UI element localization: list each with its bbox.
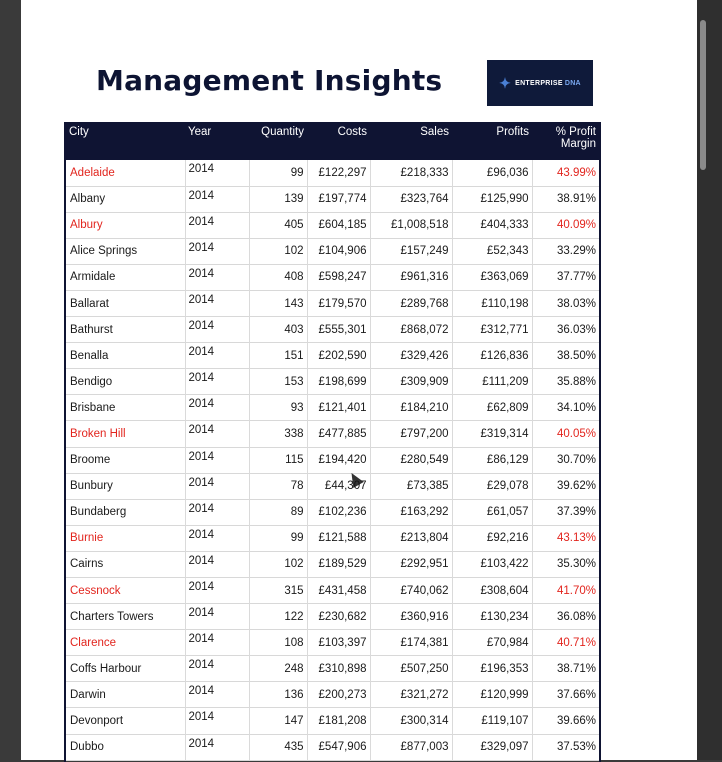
cell-quantity: 139 — [249, 186, 307, 212]
logo-label: ENTERPRISE — [515, 79, 563, 87]
cell-margin: 36.03% — [556, 323, 596, 336]
table-row[interactable] — [66, 186, 599, 212]
cell-city: Brisbane — [66, 395, 185, 421]
cell-year: 2014 — [185, 186, 249, 212]
cell-costs: £44,307 — [307, 473, 370, 499]
table-row[interactable] — [66, 369, 599, 395]
cell-year: 2014 — [185, 343, 249, 369]
cell-costs: £604,185 — [307, 212, 370, 238]
cell-margin: 43.13% — [556, 532, 596, 545]
insights-table — [66, 122, 599, 761]
cell-margin: 30.70% — [556, 454, 596, 467]
table-row[interactable] — [66, 682, 599, 708]
cell-profits: £319,314 — [452, 421, 532, 447]
cell-costs: £122,297 — [307, 160, 370, 186]
cell-quantity: 93 — [249, 395, 307, 421]
cell-profits: £312,771 — [452, 317, 532, 343]
cell-year: 2014 — [185, 656, 249, 682]
table-row[interactable] — [66, 212, 599, 238]
cell-profits: £126,836 — [452, 343, 532, 369]
cell-quantity: 99 — [249, 525, 307, 551]
cell-quantity: 78 — [249, 473, 307, 499]
cell-margin: 40.05% — [556, 427, 596, 440]
logo-accent: DNA — [564, 79, 581, 87]
table-row[interactable] — [66, 578, 599, 604]
cell-city: Broken Hill — [66, 421, 185, 447]
table-row[interactable] — [66, 343, 599, 369]
cell-costs: £477,885 — [307, 421, 370, 447]
cell-quantity: 405 — [249, 212, 307, 238]
cell-margin: 38.03% — [556, 297, 596, 310]
cell-profits: £103,422 — [452, 551, 532, 577]
cell-year: 2014 — [185, 395, 249, 421]
cell-margin: 39.62% — [556, 480, 596, 493]
cell-costs: £197,774 — [307, 186, 370, 212]
cell-year: 2014 — [185, 212, 249, 238]
cell-city: Broome — [66, 447, 185, 473]
cell-city: Dubbo — [66, 734, 185, 760]
cell-sales: £961,316 — [370, 264, 452, 290]
cell-costs: £598,247 — [307, 264, 370, 290]
cell-city: Armidale — [66, 264, 185, 290]
table-row[interactable] — [66, 630, 599, 656]
cell-profits: £308,604 — [452, 578, 532, 604]
cell-profits: £110,198 — [452, 290, 532, 316]
cell-quantity: 136 — [249, 682, 307, 708]
table-row[interactable] — [66, 656, 599, 682]
cell-sales: £280,549 — [370, 447, 452, 473]
cell-margin: 37.66% — [556, 688, 596, 701]
cell-quantity: 315 — [249, 578, 307, 604]
cell-quantity: 435 — [249, 734, 307, 760]
column-header-profits[interactable]: Profits — [496, 126, 529, 138]
cell-sales: £163,292 — [370, 499, 452, 525]
cell-costs: £547,906 — [307, 734, 370, 760]
cell-profits: £404,333 — [452, 212, 532, 238]
cell-year: 2014 — [185, 499, 249, 525]
cell-sales: £797,200 — [370, 421, 452, 447]
cell-sales: £868,072 — [370, 317, 452, 343]
cell-sales: £329,426 — [370, 343, 452, 369]
cell-profits: £111,209 — [452, 369, 532, 395]
cell-sales: £213,804 — [370, 525, 452, 551]
table-row[interactable] — [66, 447, 599, 473]
table-header-row — [66, 122, 599, 160]
cell-city: Bunbury — [66, 473, 185, 499]
cell-sales: £323,764 — [370, 186, 452, 212]
cell-profits: £125,990 — [452, 186, 532, 212]
cell-year: 2014 — [185, 160, 249, 186]
cell-margin: 41.70% — [556, 584, 596, 597]
report-title: Management Insights — [96, 64, 443, 97]
cell-year: 2014 — [185, 447, 249, 473]
cell-costs: £200,273 — [307, 682, 370, 708]
cell-city: Bundaberg — [66, 499, 185, 525]
cell-city: Albany — [66, 186, 185, 212]
enterprise-dna-logo — [487, 60, 593, 106]
cell-city: Adelaide — [66, 160, 185, 186]
cell-sales: £292,951 — [370, 551, 452, 577]
cell-profits: £92,216 — [452, 525, 532, 551]
cell-city: Bendigo — [66, 369, 185, 395]
table-row[interactable] — [66, 421, 599, 447]
cell-city: Alice Springs — [66, 238, 185, 264]
cell-margin: 33.29% — [556, 245, 596, 258]
column-header-sales[interactable]: Sales — [420, 126, 449, 138]
cell-profits: £329,097 — [452, 734, 532, 760]
cell-sales: £740,062 — [370, 578, 452, 604]
cell-sales: £300,314 — [370, 708, 452, 734]
cell-costs: £230,682 — [307, 604, 370, 630]
cell-city: Cairns — [66, 551, 185, 577]
cell-sales: £73,385 — [370, 473, 452, 499]
table-row[interactable] — [66, 290, 599, 316]
cell-city: Darwin — [66, 682, 185, 708]
cell-margin: 35.30% — [556, 558, 596, 571]
cell-quantity: 403 — [249, 317, 307, 343]
dna-icon: ✦ — [499, 74, 512, 91]
cell-quantity: 102 — [249, 551, 307, 577]
cell-year: 2014 — [185, 578, 249, 604]
column-header-quantity[interactable]: Quantity — [261, 126, 304, 138]
table-row[interactable] — [66, 395, 599, 421]
cell-quantity: 102 — [249, 238, 307, 264]
cell-sales: £218,333 — [370, 160, 452, 186]
cell-costs: £431,458 — [307, 578, 370, 604]
cell-costs: £202,590 — [307, 343, 370, 369]
scrollbar-thumb[interactable] — [700, 20, 706, 170]
cell-sales: £360,916 — [370, 604, 452, 630]
cell-margin: 38.71% — [556, 662, 596, 675]
table-row[interactable] — [66, 551, 599, 577]
cell-year: 2014 — [185, 604, 249, 630]
table-row[interactable] — [66, 160, 599, 186]
cell-year: 2014 — [185, 473, 249, 499]
cell-margin: 43.99% — [556, 166, 596, 179]
cell-quantity: 143 — [249, 290, 307, 316]
cell-sales: £877,003 — [370, 734, 452, 760]
cell-costs: £104,906 — [307, 238, 370, 264]
cell-year: 2014 — [185, 421, 249, 447]
cell-quantity: 153 — [249, 369, 307, 395]
table-row[interactable] — [66, 264, 599, 290]
cell-year: 2014 — [185, 682, 249, 708]
cell-margin: 39.66% — [556, 715, 596, 728]
cell-costs: £103,397 — [307, 630, 370, 656]
cell-year: 2014 — [185, 238, 249, 264]
cell-sales: £289,768 — [370, 290, 452, 316]
table-row[interactable] — [66, 473, 599, 499]
cell-quantity: 248 — [249, 656, 307, 682]
cell-quantity: 99 — [249, 160, 307, 186]
cell-profits: £61,057 — [452, 499, 532, 525]
cell-sales: £309,909 — [370, 369, 452, 395]
table-row[interactable] — [66, 317, 599, 343]
cell-city: Ballarat — [66, 290, 185, 316]
cell-margin: 37.39% — [556, 506, 596, 519]
cell-quantity: 122 — [249, 604, 307, 630]
cell-sales: £507,250 — [370, 656, 452, 682]
cell-profits: £130,234 — [452, 604, 532, 630]
cell-year: 2014 — [185, 734, 249, 760]
cell-city: Clarence — [66, 630, 185, 656]
cell-year: 2014 — [185, 708, 249, 734]
cell-profits: £29,078 — [452, 473, 532, 499]
table-row[interactable] — [66, 525, 599, 551]
cell-quantity: 338 — [249, 421, 307, 447]
cell-profits: £119,107 — [452, 708, 532, 734]
cell-margin: 36.08% — [556, 610, 596, 623]
cell-city: Bathurst — [66, 317, 185, 343]
table-row[interactable] — [66, 499, 599, 525]
cell-costs: £198,699 — [307, 369, 370, 395]
cell-city: Charters Towers — [66, 604, 185, 630]
cell-city: Cessnock — [66, 578, 185, 604]
table-body — [66, 160, 599, 760]
cell-profits: £52,343 — [452, 238, 532, 264]
cell-year: 2014 — [185, 290, 249, 316]
table-row[interactable] — [66, 604, 599, 630]
cell-sales: £157,249 — [370, 238, 452, 264]
cell-costs: £121,401 — [307, 395, 370, 421]
table-row[interactable] — [66, 708, 599, 734]
cell-costs: £555,301 — [307, 317, 370, 343]
cell-profits: £196,353 — [452, 656, 532, 682]
cell-costs: £189,529 — [307, 551, 370, 577]
cell-city: Albury — [66, 212, 185, 238]
cell-costs: £310,898 — [307, 656, 370, 682]
cell-year: 2014 — [185, 369, 249, 395]
cell-year: 2014 — [185, 525, 249, 551]
cell-quantity: 115 — [249, 447, 307, 473]
cell-city: Coffs Harbour — [66, 656, 185, 682]
cell-margin: 40.09% — [556, 219, 596, 232]
cell-sales: £184,210 — [370, 395, 452, 421]
cell-costs: £181,208 — [307, 708, 370, 734]
cell-margin: 37.77% — [556, 271, 596, 284]
cell-costs: £179,570 — [307, 290, 370, 316]
cell-profits: £70,984 — [452, 630, 532, 656]
cell-profits: £62,809 — [452, 395, 532, 421]
cell-sales: £174,381 — [370, 630, 452, 656]
cell-profits: £363,069 — [452, 264, 532, 290]
cell-sales: £321,272 — [370, 682, 452, 708]
cell-costs: £194,420 — [307, 447, 370, 473]
cell-year: 2014 — [185, 317, 249, 343]
cell-profits: £96,036 — [452, 160, 532, 186]
cell-margin: 38.91% — [556, 193, 596, 206]
column-header-costs[interactable]: Costs — [337, 126, 367, 138]
cell-margin: 35.88% — [556, 375, 596, 388]
cell-quantity: 89 — [249, 499, 307, 525]
cell-margin: 34.10% — [556, 401, 596, 414]
cell-profits: £120,999 — [452, 682, 532, 708]
cell-quantity: 408 — [249, 264, 307, 290]
cell-profits: £86,129 — [452, 447, 532, 473]
table-row[interactable] — [66, 238, 599, 264]
cell-margin: 40.71% — [556, 636, 596, 649]
cell-sales: £1,008,518 — [370, 212, 452, 238]
cell-margin: 38.50% — [556, 349, 596, 362]
column-header-profit-margin[interactable]: % Profit Margin — [555, 126, 596, 150]
cell-year: 2014 — [185, 551, 249, 577]
cell-city: Burnie — [66, 525, 185, 551]
cell-costs: £121,588 — [307, 525, 370, 551]
column-header-year[interactable]: Year — [188, 126, 212, 138]
table-row[interactable] — [66, 734, 599, 760]
cell-city: Devonport — [66, 708, 185, 734]
cell-quantity: 147 — [249, 708, 307, 734]
cell-quantity: 108 — [249, 630, 307, 656]
cell-city: Benalla — [66, 343, 185, 369]
cell-margin: 37.53% — [556, 741, 596, 754]
cell-year: 2014 — [185, 264, 249, 290]
cell-year: 2014 — [185, 630, 249, 656]
cell-quantity: 151 — [249, 343, 307, 369]
cell-costs: £102,236 — [307, 499, 370, 525]
insights-table-container — [64, 122, 601, 762]
column-header-city[interactable]: City — [69, 126, 89, 138]
